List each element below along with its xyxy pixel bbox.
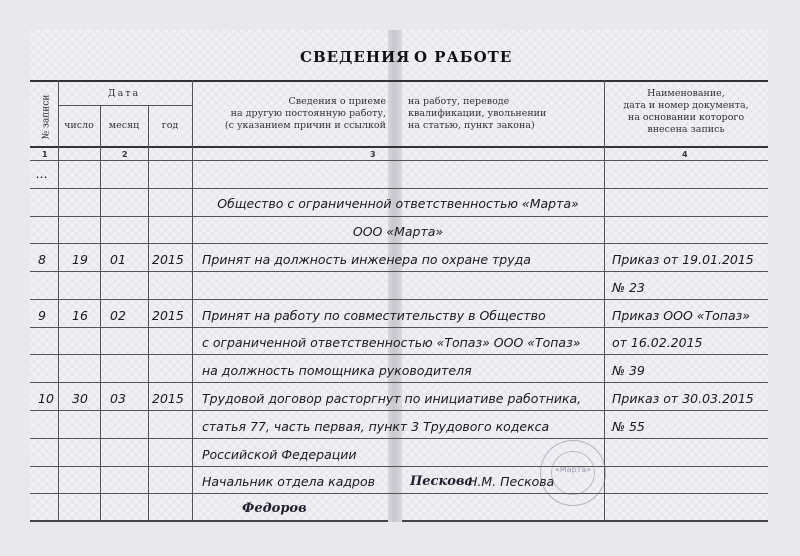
row-line [30,410,768,411]
header-bottom-line [30,146,768,148]
record-day: 19 [72,252,88,267]
year-header: год [161,120,179,131]
record-number: 10 [38,391,54,406]
organization-name: Общество с ограниченной ответственностью «Марта» [217,196,579,211]
info-header-right: на работу, переводе квалификации, увольнении на статью, пункт закона) [408,96,547,131]
row-line [30,354,768,355]
record-text: статья 77, часть первая, пункт 3 Трудового кодекса [202,419,550,434]
info-header-left: Сведения о приеме на другую постоянную работу, (с указанием причин и ссылкой [224,96,386,131]
record-month: 03 [110,391,126,406]
row-line [30,299,768,300]
col-divider [192,80,193,520]
colnum-line [30,160,768,161]
record-month: 01 [110,252,126,267]
record-document-date: от 16.02.2015 [612,335,703,350]
col-divider [148,105,149,520]
signer-title: Начальник отдела кадров [202,474,375,489]
stamp-text: «Марта» [554,465,592,474]
record-text: на должность помощника руководителя [202,363,472,378]
record-document: Приказ ООО «Топаз» [612,308,750,323]
col-divider [100,105,101,520]
document-header: Наименование, дата и номер документа, на основании которого внесена запись [623,88,749,135]
record-month: 02 [110,308,126,323]
col-divider [604,80,605,520]
date-header: Дата [107,88,141,99]
record-text: Принят на должность инженера по охране труда [202,252,531,267]
record-document: Приказ от 30.03.2015 [612,391,754,406]
record-day: 16 [72,308,88,323]
row-line [30,382,768,383]
record-document-number: № 23 [612,280,645,295]
employee-signature: Федоров [242,501,307,516]
page-title-right: О РАБОТЕ [414,48,513,66]
col-divider [58,80,59,520]
column-number-4: 4 [682,150,688,159]
row-line [30,243,768,244]
row-line [30,493,768,494]
page-title-left: СВЕДЕНИЯ [300,48,411,66]
record-number-header: № записи [41,94,52,140]
row-line [30,438,768,439]
record-day: 30 [72,391,88,406]
row-line [30,327,768,328]
table-top-line [30,80,768,82]
row-line [30,188,768,189]
record-year: 2015 [152,308,184,323]
signer-name: Н.М. Пескова [468,474,555,489]
book-spine [388,30,402,522]
ellipsis-mark: ... [36,166,48,181]
row-line [30,271,768,272]
month-header: месяц [108,120,140,131]
record-document-number: № 39 [612,363,645,378]
column-number-3: 3 [370,150,376,159]
column-number-2: 2 [122,150,128,159]
signer-signature: Пескова [410,474,473,489]
row-line [30,216,768,217]
record-year: 2015 [152,252,184,267]
row-line [30,466,768,467]
day-header: число [64,120,94,131]
record-document-number: № 55 [612,419,645,434]
organization-short-name: ООО «Марта» [352,224,444,239]
record-document: Приказ от 19.01.2015 [612,252,754,267]
record-text: Российской Федерации [202,447,357,462]
record-number: 9 [38,308,46,323]
record-number: 8 [38,252,46,267]
record-year: 2015 [152,391,184,406]
column-number-1: 1 [42,150,48,159]
record-text: Принят на работу по совместительству в Общество [202,308,546,323]
company-stamp [540,440,606,506]
date-header-line [58,105,192,106]
record-text: Трудовой договор расторгнут по инициативе работника, [202,391,582,406]
record-text: с ограниченной ответственностью «Топаз» ООО «Топаз» [202,335,581,350]
